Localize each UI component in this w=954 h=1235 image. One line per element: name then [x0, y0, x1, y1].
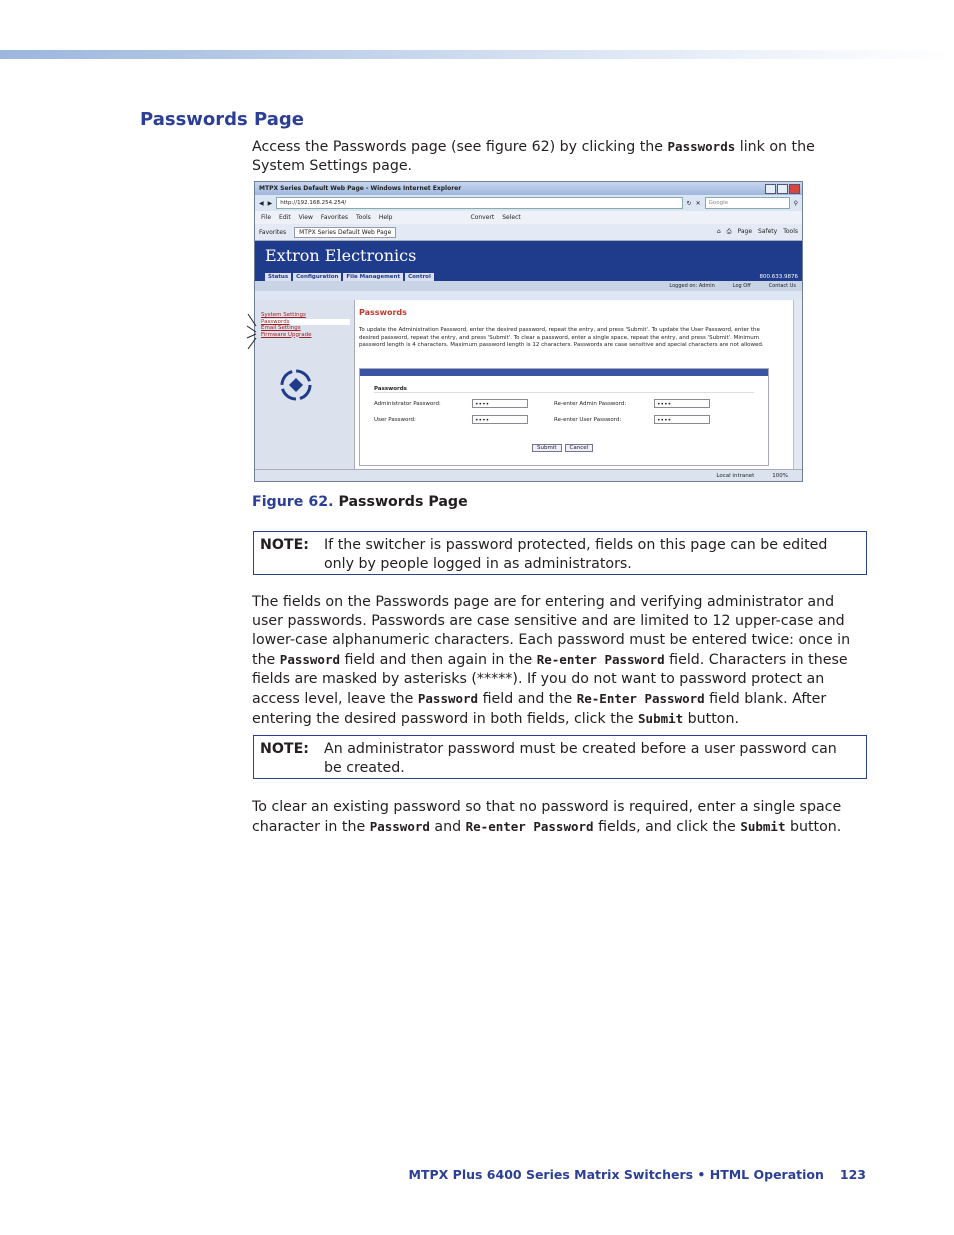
extron-logo-icon	[279, 368, 313, 402]
code-password: Password	[417, 691, 479, 706]
menu-view[interactable]: View	[298, 214, 313, 221]
log-off-link[interactable]: Log Off	[732, 283, 751, 289]
menu-favorites[interactable]: Favorites	[320, 214, 349, 221]
menu-bar	[255, 211, 802, 224]
body-text: button.	[785, 819, 842, 835]
reuser-password-field[interactable]: ••••	[654, 415, 710, 424]
form-header-bar	[360, 369, 768, 376]
favorites-button[interactable]: Favorites	[259, 228, 287, 236]
section-title: Passwords Page	[140, 109, 304, 130]
web-main	[355, 300, 793, 469]
note-text: An administrator password must be created before a user password can be created.	[324, 741, 837, 776]
admin-password-row	[374, 399, 528, 408]
figure-number: Figure 62.	[252, 494, 334, 510]
user-password-row	[374, 415, 528, 424]
logged-on-text: Logged on: Admin	[669, 283, 715, 289]
browser-tab[interactable]: MTPX Series Default Web Page	[294, 227, 396, 238]
favorites-bar	[255, 224, 802, 241]
reuser-password-row	[554, 415, 710, 424]
intro-text-2: link on the System Settings page.	[252, 139, 815, 174]
passwords-form	[359, 368, 769, 466]
sidebar-item-email-settings[interactable]: Email Settings	[261, 325, 301, 331]
page-number: 123	[839, 1167, 866, 1182]
web-sidebar	[255, 300, 355, 469]
close-icon[interactable]	[789, 184, 800, 194]
figure-caption	[252, 494, 468, 510]
intro-paragraph	[252, 137, 868, 176]
intro-code-passwords: Passwords	[667, 139, 736, 154]
home-icon[interactable]: ⌂	[716, 228, 721, 235]
code-submit: Submit	[740, 819, 786, 834]
fields-paragraph	[252, 593, 868, 729]
tab-configuration[interactable]: Configuration	[293, 273, 341, 281]
body-text: button.	[683, 711, 739, 727]
readmin-password-row	[554, 399, 710, 408]
body-text: field. Characters in these fields are masked by asterisks (*****). If you do not want to password protect an access level, leave the	[252, 652, 848, 707]
form-buttons	[532, 444, 593, 452]
admin-password-field[interactable]: ••••	[472, 399, 528, 408]
sidebar-item-passwords[interactable]: Passwords	[261, 319, 350, 326]
select-button[interactable]: Select	[502, 214, 521, 221]
address-bar	[255, 195, 802, 211]
web-content	[255, 300, 802, 469]
back-icon[interactable]: ◀	[259, 199, 264, 207]
menu-tools[interactable]: Tools	[356, 214, 371, 221]
url-input[interactable]: http://192.168.254.254/	[276, 197, 682, 209]
page-footer	[409, 1167, 866, 1182]
page-menu[interactable]: Page	[737, 228, 753, 235]
search-input[interactable]: Google	[705, 197, 790, 209]
browser-screenshot	[254, 181, 803, 482]
callout-lines-icon	[246, 312, 258, 352]
web-nav-tabs	[265, 273, 434, 281]
safety-menu[interactable]: Safety	[758, 228, 778, 235]
note-label: NOTE:	[260, 537, 309, 553]
intro-text-1: Access the Passwords page (see figure 62) by clicking the	[252, 139, 668, 155]
code-password: Password	[369, 819, 430, 834]
admin-password-label: Administrator Password:	[374, 400, 441, 407]
stop-icon[interactable]: ✕	[695, 199, 701, 207]
body-text: and	[429, 819, 466, 835]
sidebar-item-firmware-upgrade[interactable]: Firmware Upgrade	[261, 331, 312, 338]
user-password-field[interactable]: ••••	[472, 415, 528, 424]
extron-banner	[255, 241, 802, 281]
zone-text: Local intranet	[716, 472, 755, 479]
tab-file-management[interactable]: File Management	[343, 273, 403, 281]
menu-file[interactable]: File	[261, 214, 272, 221]
browser-status-bar	[255, 469, 802, 481]
refresh-icon[interactable]: ↻	[686, 199, 692, 207]
form-title: Passwords	[374, 386, 754, 393]
body-text: To clear an existing password so that no password is required, enter a single space character in the	[252, 799, 842, 835]
code-re-enter-password: Re-enter Password	[465, 819, 594, 834]
menu-edit[interactable]: Edit	[279, 214, 291, 221]
footer-title: MTPX Plus 6400 Series Matrix Switchers • HTML Operation	[408, 1167, 824, 1182]
cancel-button[interactable]: Cancel	[565, 444, 594, 452]
tab-control[interactable]: Control	[405, 273, 434, 281]
reuser-password-label: Re-enter User Password:	[554, 416, 622, 423]
window-buttons	[765, 184, 802, 194]
phone-number: 800.633.9876	[759, 274, 798, 280]
sidebar-item-system-settings[interactable]: System Settings	[261, 312, 306, 318]
zoom-level[interactable]: 100%	[772, 472, 788, 479]
code-password: Password	[279, 652, 341, 667]
maximize-icon[interactable]	[777, 184, 788, 194]
search-icon[interactable]: ⚲	[793, 199, 798, 207]
user-password-label: User Password:	[374, 416, 416, 423]
login-status-line	[255, 281, 802, 291]
vertical-scrollbar[interactable]	[793, 300, 802, 469]
note-box-1	[253, 531, 867, 575]
body-text: The fields on the Passwords page are for entering and verifying administrator and user passwords. Passwords are case sensitive and are limited to 12 upper-case and lower-case alphanumeric characters. Each password must be entered twice: once in the	[252, 594, 851, 668]
window-titlebar	[255, 182, 802, 195]
body-text: field and the	[478, 691, 577, 707]
clear-password-paragraph	[252, 798, 868, 837]
minimize-icon[interactable]	[765, 184, 776, 194]
code-re-enter-password: Re-enter Password	[536, 652, 665, 667]
note-label: NOTE:	[260, 741, 309, 757]
body-text: fields, and click the	[593, 819, 741, 835]
command-bar	[717, 228, 798, 236]
forward-icon[interactable]: ▶	[267, 199, 273, 207]
readmin-password-field[interactable]: ••••	[654, 399, 710, 408]
tools-menu[interactable]: Tools	[783, 228, 798, 235]
print-icon[interactable]: ⎙	[726, 228, 732, 235]
note-box-2	[253, 735, 867, 779]
figure-title: Passwords Page	[338, 494, 468, 510]
code-submit: Submit	[638, 711, 684, 726]
code-re-enter-password: Re-Enter Password	[576, 691, 705, 706]
header-gradient-bar	[0, 50, 954, 59]
web-instructions: To update the Administration Password, enter the desired password, repeat the entry, and press 'Submit'. To update the User Password, enter the desired password, repeat the entry, and press 'Submit'. To clear a password, enter a single space, repeat the entry, and press 'Submit'. Minimum password length is 4 characters. Maximum password length is 12 characters. Passwords are case sensitive and special characters are not allowed.	[359, 327, 764, 348]
body-text: field and then again in the	[340, 652, 537, 668]
body-text: field blank. After entering the desired password in both fields, click the	[252, 691, 827, 727]
readmin-password-label: Re-enter Admin Password:	[554, 400, 627, 407]
tab-status[interactable]: Status	[265, 273, 291, 281]
web-page-heading: Passwords	[359, 308, 407, 317]
brand-logo: Extron Electronics	[265, 246, 417, 265]
menu-help[interactable]: Help	[378, 214, 393, 221]
submit-button[interactable]: Submit	[532, 444, 562, 452]
note-text: If the switcher is password protected, fields on this page can be edited only by people logged in as administrators.	[324, 537, 828, 572]
window-title: MTPX Series Default Web Page - Windows Internet Explorer	[259, 185, 462, 192]
convert-button[interactable]: Convert	[470, 214, 495, 221]
contact-link[interactable]: Contact Us	[768, 283, 796, 289]
